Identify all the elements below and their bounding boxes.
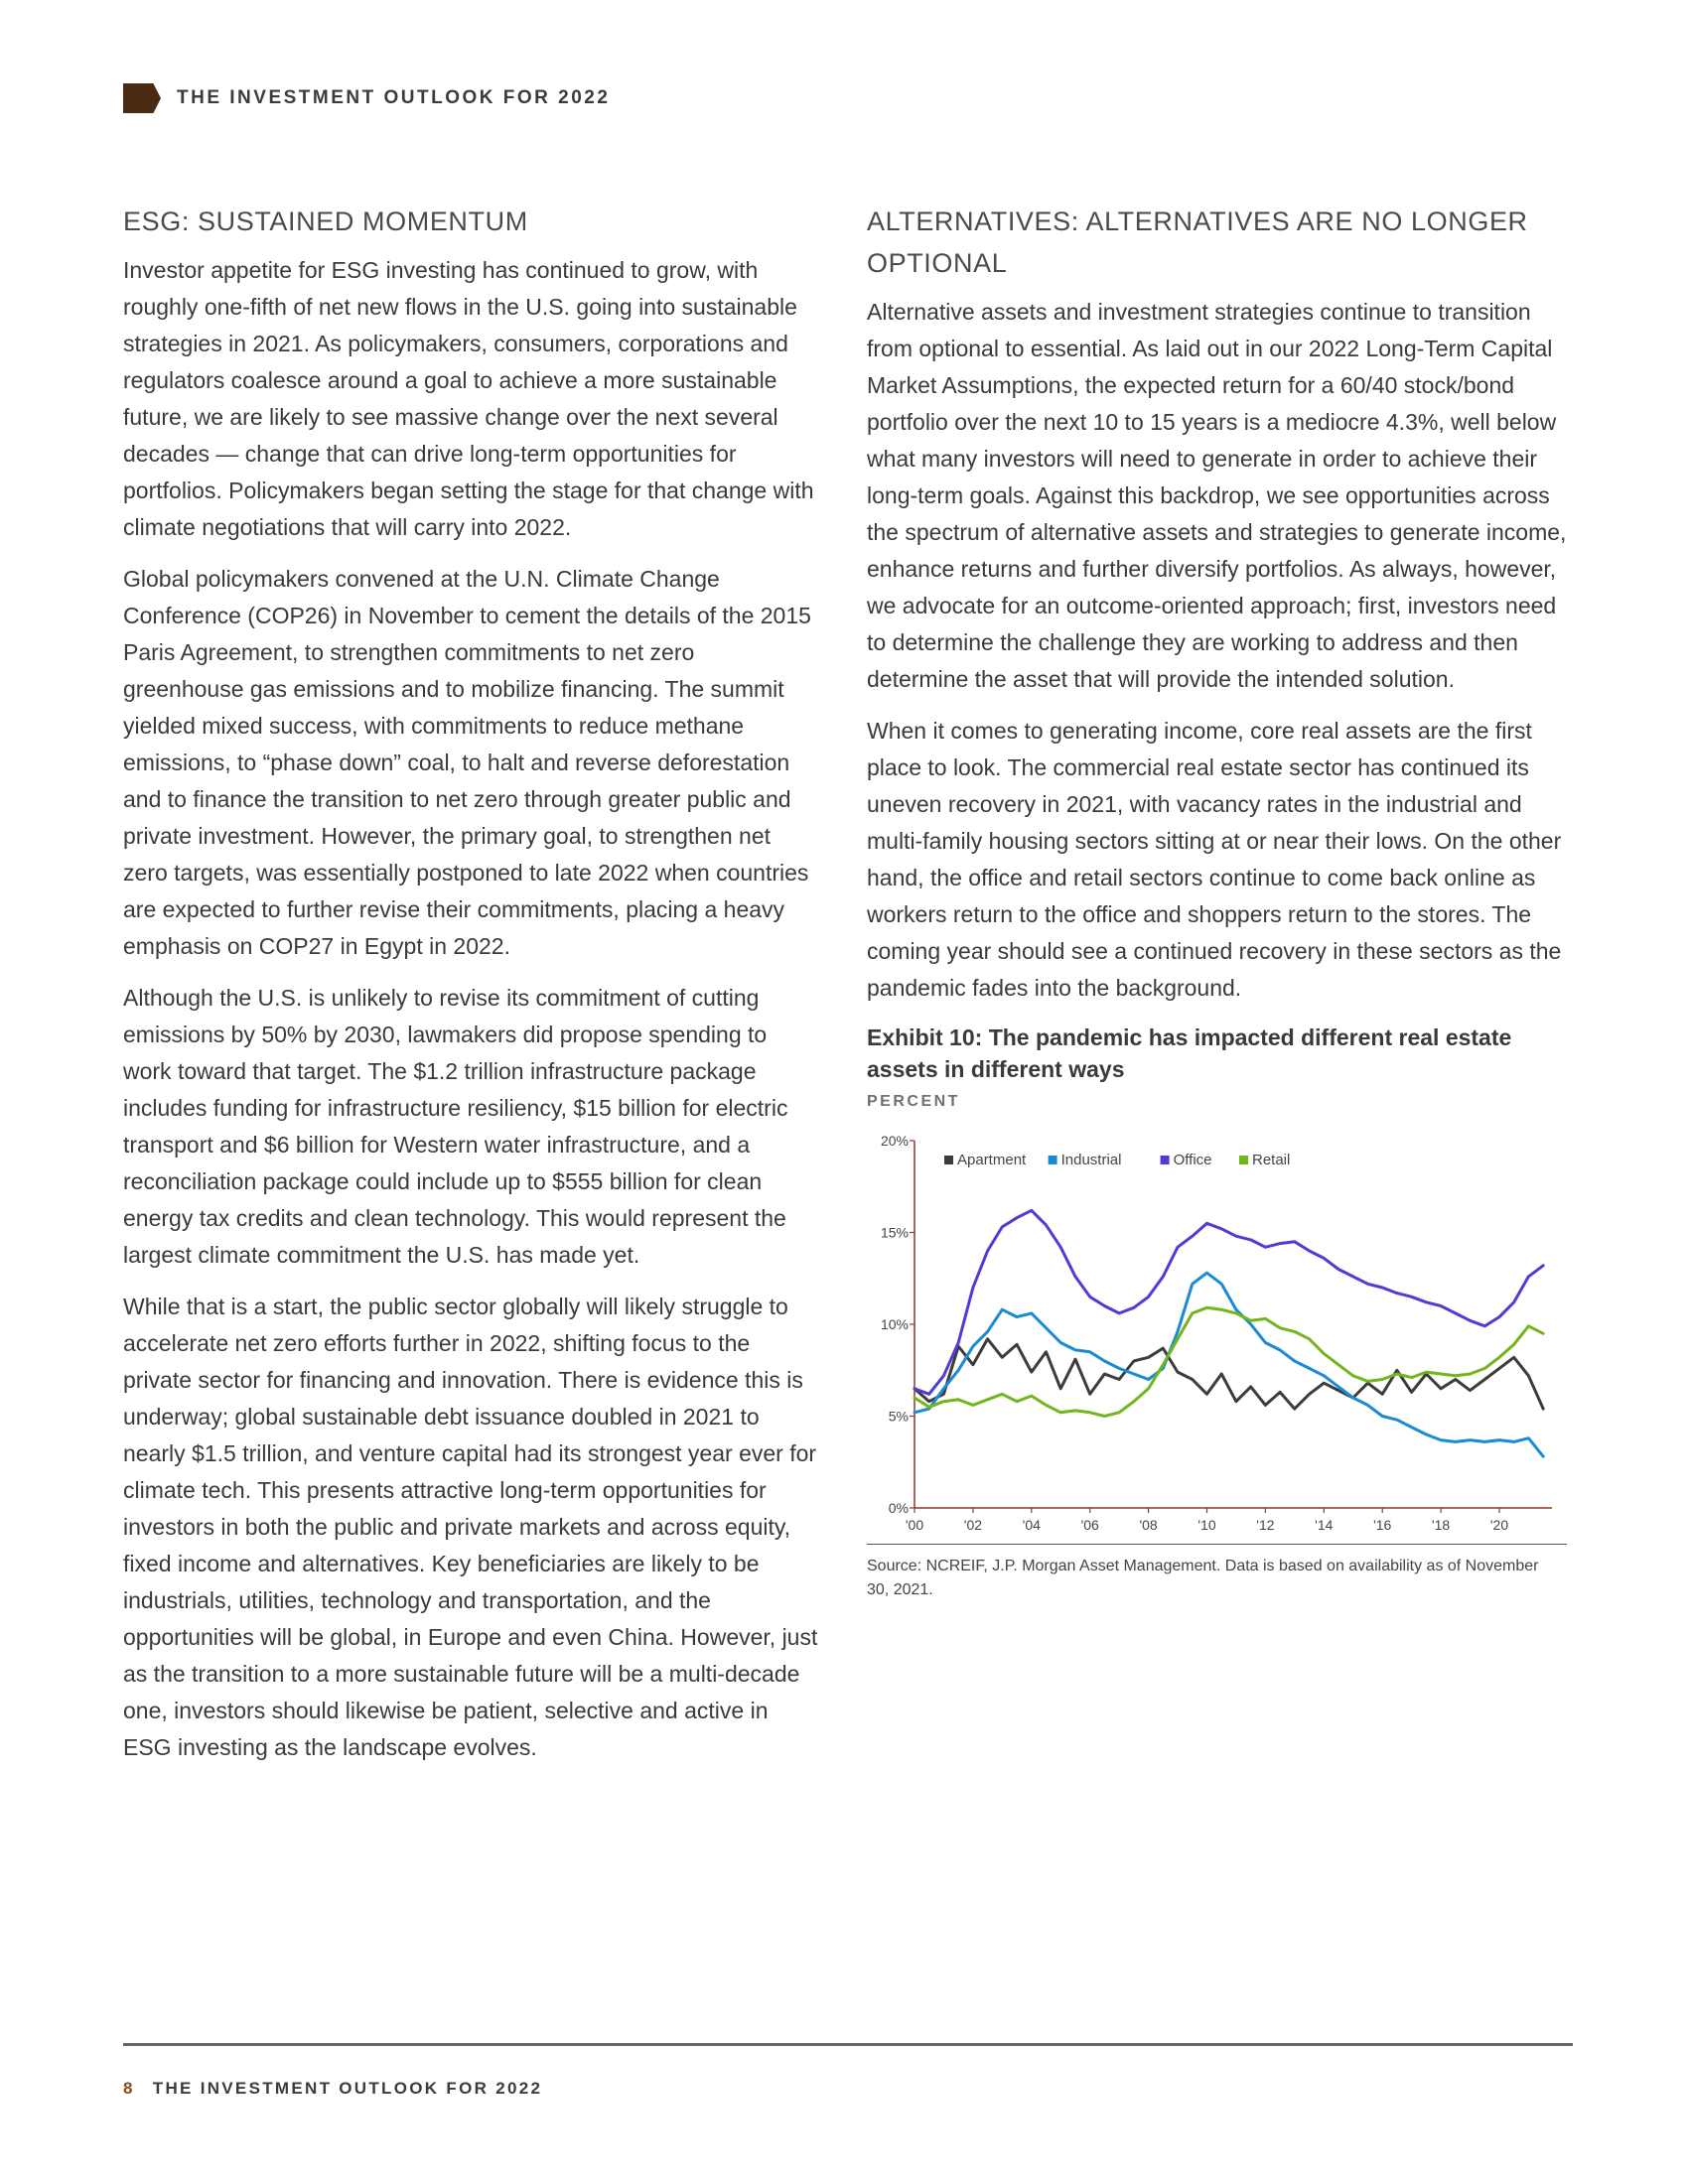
x-tick-label: '08: [1139, 1517, 1158, 1533]
page-number: 8: [123, 2079, 135, 2098]
y-tick-label: 0%: [888, 1500, 909, 1516]
exhibit-unit-label: PERCENT: [867, 1093, 960, 1110]
legend-swatch-apartment: [944, 1156, 953, 1164]
x-tick-label: '02: [963, 1517, 983, 1533]
x-tick-label: '20: [1489, 1517, 1509, 1533]
x-tick-label: '00: [905, 1517, 924, 1533]
legend-swatch-retail: [1239, 1156, 1248, 1164]
exhibit-title: Exhibit 10: The pandemic has impacted different real estate assets in different ways: [867, 1024, 1512, 1082]
chart-bottom-rule: [867, 1544, 1567, 1545]
esg-paragraph-3: Although the U.S. is unlikely to revise its commitment of cutting emissions by 50% by 2030, lawmakers did propose spending to work toward that target. The $1.2 trillion infrastructure package includes funding for infrastructure resiliency, $15 billion for electric transport and $6 billion for Western water infrastructure, and a reconciliation package could include up to $555 billion for clean energy tax credits and clean technology. This would represent the largest climate commitment the U.S. has made yet.: [123, 985, 788, 1268]
alternatives-section-heading: ALTERNATIVES: ALTERNATIVES ARE NO LONGER OPTIONAL: [867, 206, 1528, 278]
series-line-office: [914, 1210, 1543, 1394]
y-tick-label: 20%: [880, 1133, 909, 1149]
x-tick-label: '14: [1315, 1517, 1334, 1533]
running-header: [123, 83, 610, 113]
x-tick-label: '04: [1022, 1517, 1041, 1533]
legend-label-industrial: Industrial: [1060, 1152, 1122, 1168]
x-tick-label: '10: [1197, 1517, 1216, 1533]
esg-paragraph-2: Global policymakers convened at the U.N. Climate Change Conference (COP26) in November to cement the details of the 2015 Paris Agreement, to strengthen commitments to net zero greenhouse gas emissions and to mobilize financing. The summit yielded mixed success, with commitments to reduce methane emissions, to “phase down” coal, to halt and reverse deforestation and to finance the transition to net zero through greater public and private investment. However, the primary goal, to strengthen net zero targets, was essentially postponed to late 2022 when countries are expected to further revise their commitments, placing a heavy emphasis on COP27 in Egypt in 2022.: [123, 566, 811, 959]
header-title: THE INVESTMENT OUTLOOK FOR 2022: [177, 87, 611, 108]
y-tick-label: 5%: [888, 1408, 909, 1425]
legend-label-apartment: Apartment: [957, 1152, 1027, 1168]
left-column: [123, 201, 818, 1781]
x-tick-label: '12: [1256, 1517, 1275, 1533]
right-column: [867, 201, 1572, 1602]
exhibit-source-note: Source: NCREIF, J.P. Morgan Asset Management. Data is based on availability as of November 30, 2021.: [867, 1558, 1539, 1598]
series-line-retail: [914, 1307, 1543, 1416]
footer-title: THE INVESTMENT OUTLOOK FOR 2022: [152, 2079, 543, 2098]
legend-swatch-industrial: [1049, 1156, 1057, 1164]
esg-paragraph-4: While that is a start, the public sector globally will likely struggle to accelerate net zero efforts further in 2022, shifting focus to the private sector for financing and innovation. There is evidence this is underway; global sustainable debt issuance doubled in 2021 to nearly $1.5 trillion, and venture capital had its strongest year ever for climate tech. This presents attractive long-term opportunities for investors in both the public and private markets and across equity, fixed income and alternatives. Key beneficiaries are likely to be industrials, utilities, technology and transportation, and the opportunities will be global, in Europe and even China. However, just as the transition to a more sustainable future will be a multi-decade one, investors should likewise be patient, selective and active in ESG investing as the landscape evolves.: [123, 1294, 818, 1760]
alternatives-paragraph-2: When it comes to generating income, core real assets are the first place to look. The commercial real estate sector has continued its uneven recovery in 2021, with vacancy rates in the industrial and multi-family housing sectors sitting at or near their lows. On the other hand, the office and retail sectors continue to come back online as workers return to the office and shoppers return to the stores. The coming year should see a continued recovery in these sectors as the pandemic fades into the background.: [867, 718, 1562, 1001]
legend-swatch-office: [1161, 1156, 1170, 1164]
header-arrow-icon: [123, 83, 161, 113]
legend-label-office: Office: [1173, 1152, 1212, 1168]
esg-paragraph-1: Investor appetite for ESG investing has continued to grow, with roughly one-fifth of net new flows in the U.S. going into sustainable strategies in 2021. As policymakers, consumers, corporations and regulators coalesce around a goal to achieve a more sustainable future, we are likely to see massive change over the next several decades — change that can drive long-term opportunities for portfolios. Policymakers began setting the stage for that change with climate negotiations that will carry into 2022.: [123, 257, 814, 540]
line-chart-svg: [867, 1121, 1572, 1538]
series-line-industrial: [914, 1273, 1543, 1456]
alternatives-paragraph-1: Alternative assets and investment strategies continue to transition from optional to essential. As laid out in our 2022 Long-Term Capital Market Assumptions, the expected return for a 60/40 stock/bond portfolio over the next 10 to 15 years is a mediocre 4.3%, well below what many investors will need to generate in order to achieve their long-term goals. Against this backdrop, we see opportunities across the spectrum of alternative assets and strategies to generate income, enhance returns and further diversify portfolios. As always, however, we advocate for an outcome-oriented approach; first, investors need to determine the challenge they are working to address and then determine the asset that will provide the intended solution.: [867, 299, 1567, 692]
esg-section-heading: ESG: SUSTAINED MOMENTUM: [123, 206, 528, 236]
y-tick-label: 10%: [880, 1316, 909, 1332]
legend-label-retail: Retail: [1252, 1152, 1291, 1168]
exhibit-chart: [867, 1121, 1572, 1538]
footer-rule: [123, 2043, 1573, 2046]
x-tick-label: '16: [1373, 1517, 1392, 1533]
x-tick-label: '18: [1431, 1517, 1451, 1533]
running-footer: [123, 2079, 542, 2099]
x-tick-label: '06: [1080, 1517, 1099, 1533]
y-tick-label: 15%: [880, 1224, 909, 1241]
